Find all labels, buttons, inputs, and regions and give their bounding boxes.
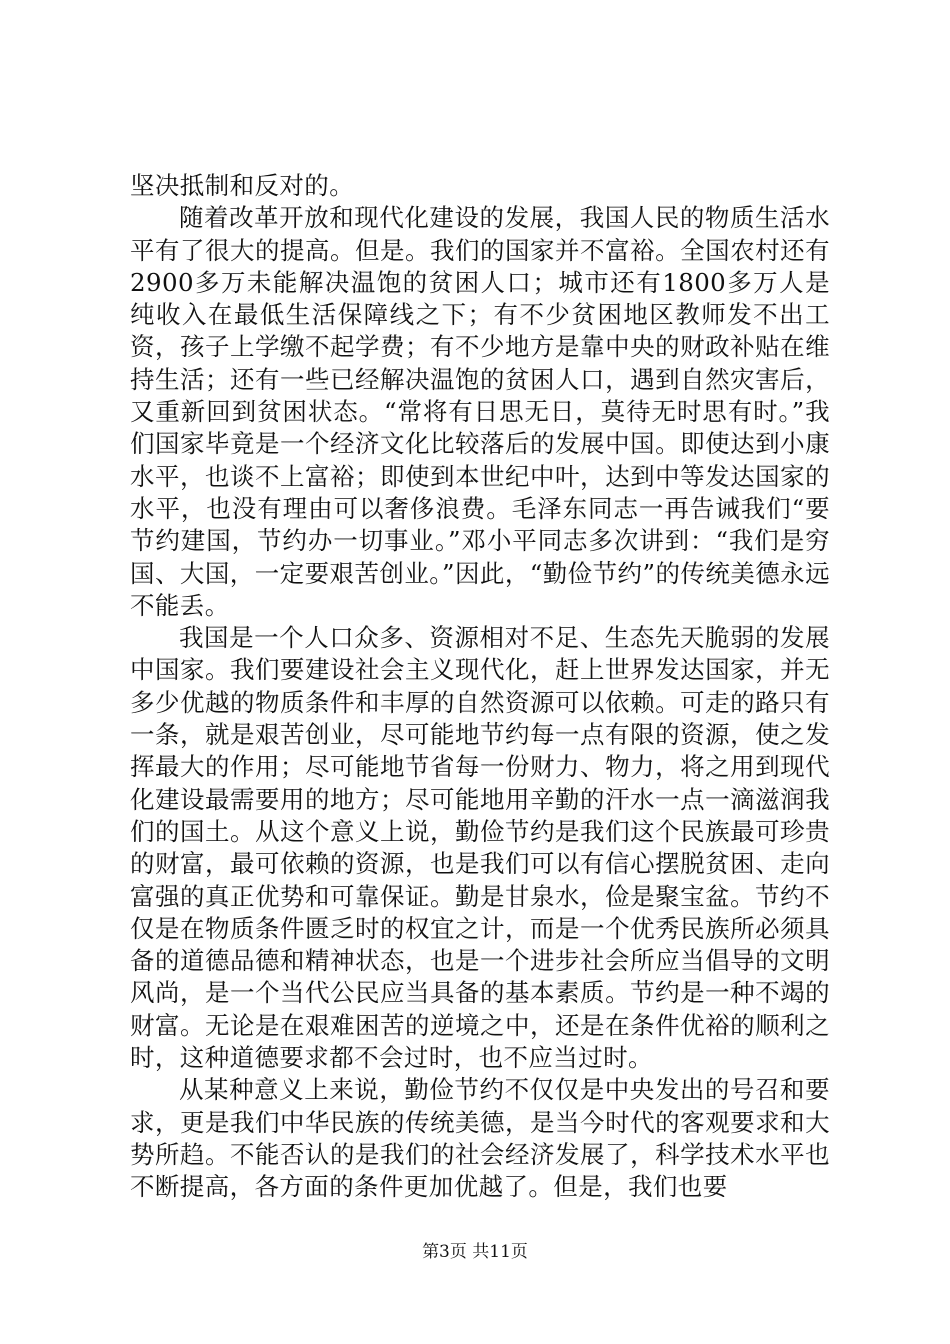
paragraph-4: 从某种意义上来说，勤俭节约不仅仅是中央发出的号召和要求，更是我们中华民族的传统美德，是当今时代的客观要求和大势所趋。不能否认的是我们的社会经济发展了，科学技术水平也不断提高，各方面的条件更加优越了。但是，我们也要 — [130, 1075, 830, 1202]
page-number-footer: 第3页 共11页 — [422, 1242, 528, 1262]
paragraph-2: 随着改革开放和现代化建设的发展，我国人民的物质生活水平有了很大的提高。但是。我们的国家并不富裕。全国农村还有2900多万未能解决温饱的贫困人口；城市还有1800多万人是纯收入在最低生活保障线之下；有不少贫困地区教师发不出工资，孩子上学缴不起学费；有不少地方是靠中央的财政补贴在维持生活；还有一些已经解决温饱的贫困人口，遇到自然灾害后，又重新回到贫困状态。“常将有日思无日，莫待无时思有时。”我们国家毕竟是一个经济文化比较落后的发展中国。即使达到小康水平，也谈不上富裕；即使到本世纪中叶，达到中等发达国家的水平，也没有理由可以奢侈浪费。毛泽东同志一再告诫我们“要节约建国，节约办一切事业。”邓小平同志多次讲到：“我们是穷国、大国，一定要艰苦创业。”因此，“勤俭节约”的传统美德永远不能丢。 — [130, 203, 830, 620]
paragraph-1: 坚决抵制和反对的。 — [130, 171, 355, 200]
document-body — [130, 170, 830, 1204]
paragraph-3: 我国是一个人口众多、资源相对不足、生态先天脆弱的发展中国家。我们要建设社会主义现代化，赶上世界发达国家，并无多少优越的物质条件和丰厚的自然资源可以依赖。可走的路只有一条，就是艰苦创业，尽可能地节约每一点有限的资源，使之发挥最大的作用；尽可能地节省每一份财力、物力，将之用到现代化建设最需要用的地方；尽可能地用辛勤的汗水一点一滴滋润我们的国土。从这个意义上说，勤俭节约是我们这个民族最可珍贵的财富，最可依赖的资源，也是我们可以有信心摆脱贫困、走向富强的真正优势和可靠保证。勤是甘泉水，俭是聚宝盆。节约不仅是在物质条件匮乏时的权宜之计，而是一个优秀民族所必须具备的道德品德和精神状态，也是一个进步社会所应当倡导的文明风尚，是一个当代公民应当具备的基本素质。节约是一种不竭的财富。无论是在艰难困苦的逆境之中，还是在条件优裕的顺利之时，这种道德要求都不会过时，也不应当过时。 — [130, 623, 830, 1073]
